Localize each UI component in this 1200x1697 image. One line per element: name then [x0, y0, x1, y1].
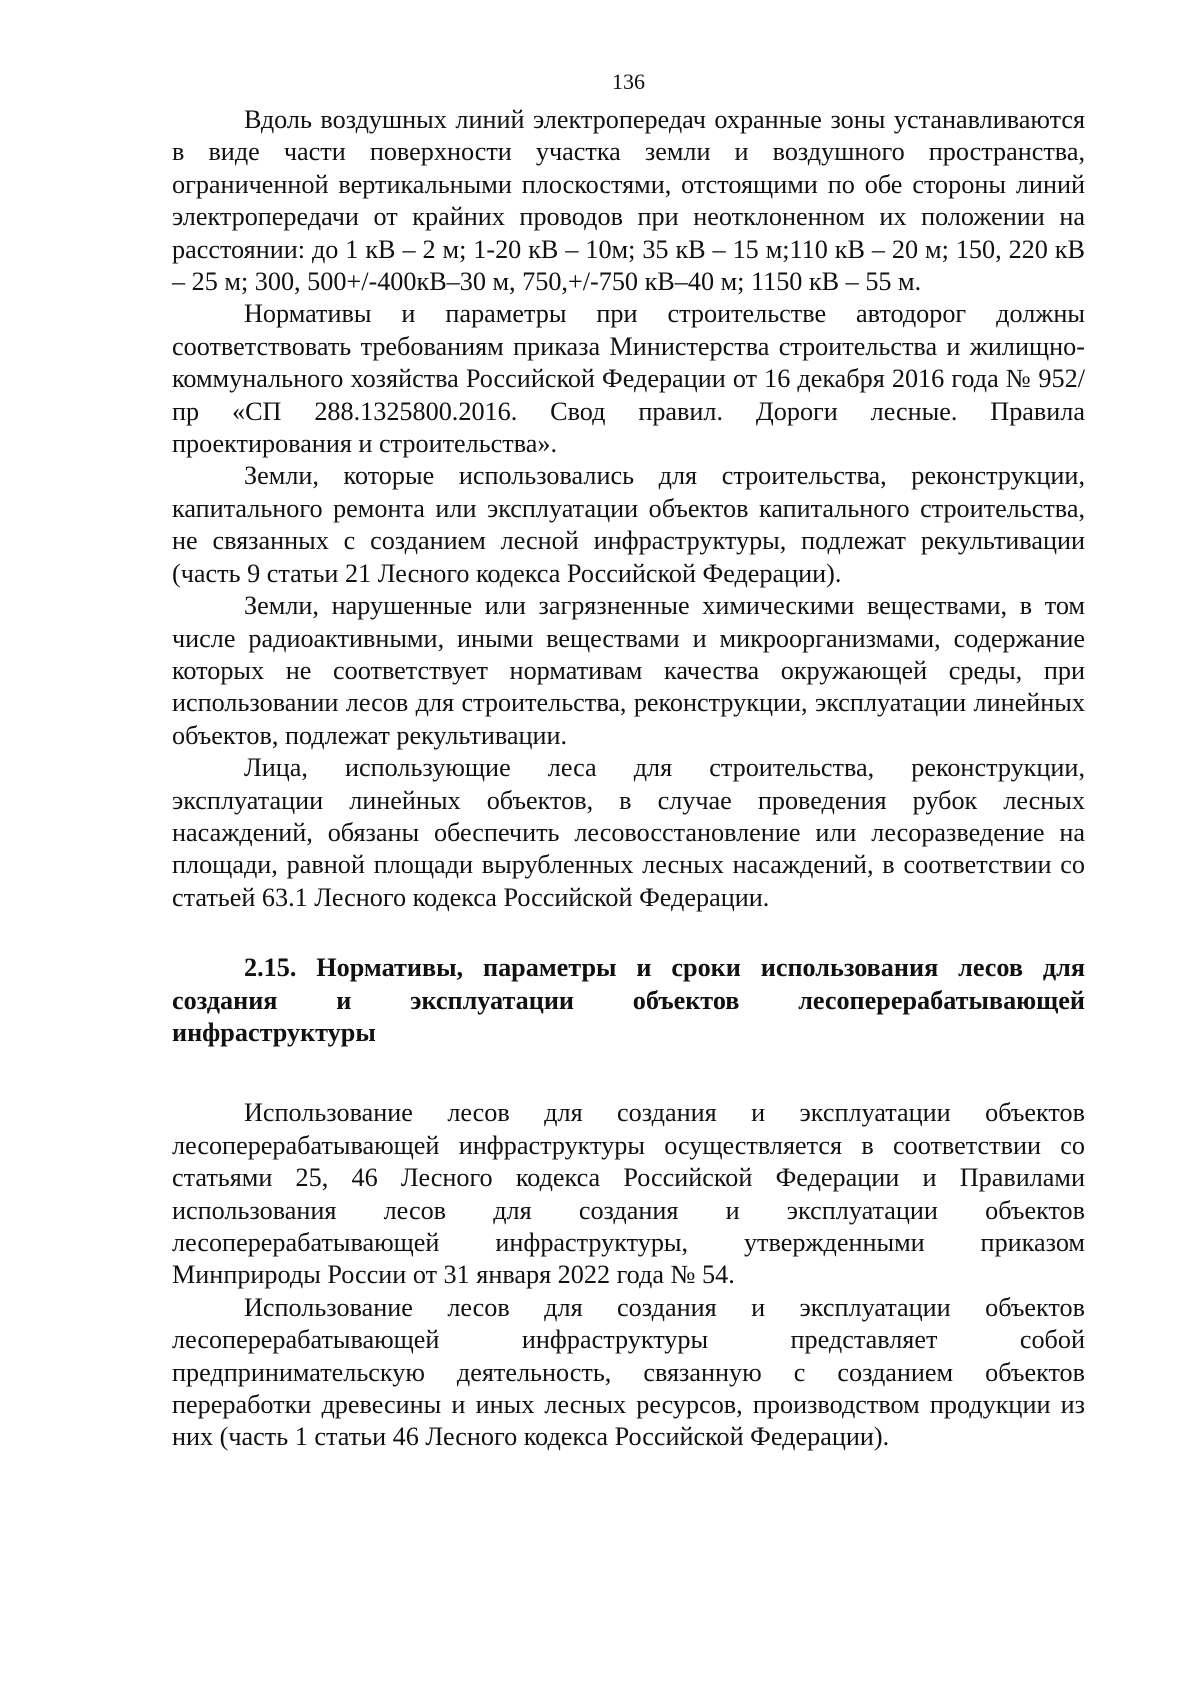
- body-text-before: [172, 104, 1085, 914]
- section-heading: 2.15. Нормативы, параметры и сроки использования лесов для создания и эксплуатации объектов лесоперерабатывающей инфраструктуры: [172, 953, 1085, 1047]
- paragraph-land-reclamation: Земли, которые использовались для строительства, реконструкции, капитального ремонта или эксплуатации объектов капитального строительства, не связанных с созданием лесной инфраструктуры, подлежат рекультивации (часть 9 статьи 21 Лесного кодекса Российской Федерации).: [172, 461, 1085, 588]
- paragraph-reforestation: Лица, использующие леса для строительства, реконструкции, эксплуатации линейных объектов, в случае проведения рубок лесных насаждений, обязаны обеспечить лесовосстановление или лесоразведение на площади, равной площади вырубленных лесных насаждений, в соответствии со статьей 63.1 Лесного кодекса Российской Федерации.: [172, 753, 1085, 912]
- paragraph-forest-roads: Нормативы и параметры при строительстве автодорог должны соответствовать требованиям приказа Министерства строительства и жилищно-коммунального хозяйства Российской Федерации от 16 декабря 2016 года № 952/пр «СП 288.1325800.2016. Свод правил. Дороги лесные. Правила проектирования и строительства».: [172, 299, 1085, 459]
- paragraph-processing-infrastructure: Использование лесов для создания и эксплуатации объектов лесоперерабатывающей инфраструктуры осуществляется в соответствии со статьями 25, 46 Лесного кодекса Российской Федерации и Правилами использования лесов для создания и эксплуатации объектов лесоперерабатывающей инфраструктуры, утвержденными приказом Минприроды России от 31 января 2022 года № 54.: [172, 1098, 1085, 1290]
- page-number: 136: [612, 69, 645, 94]
- paragraph-entrepreneurial-activity: Использование лесов для создания и эксплуатации объектов лесоперерабатывающей инфраструктуры представляет собой предпринимательскую деятельность, связанную с созданием объектов переработки древесины и иных лесных ресурсов, производством продукции из них (часть 1 статьи 46 Лесного кодекса Российской Федерации).: [172, 1292, 1085, 1452]
- body-text-after: [172, 1097, 1085, 1453]
- paragraph-power-lines: Вдоль воздушных линий электропередач охранные зоны устанавливаются в виде части поверхности участка земли и воздушного пространства, ограниченной вертикальными плоскостями, отстоящими по обе стороны линий электропередачи от крайних проводов при неотклоненном их положении на расстоянии: до 1 кВ – 2 м; 1-20 кВ – 10м; 35 кВ – 15 м;110 кВ – 20 м; 150, 220 кВ – 25 м; 300, 500+/-400кВ–30 м, 750,+/-750 кВ–40 м; 1150 кВ – 55 м.: [172, 105, 1085, 297]
- paragraph-contaminated-land: Земли, нарушенные или загрязненные химическими веществами, в том числе радиоактивными, иными веществами и микроорганизмами, содержание которых не соответствует нормативам качества окружающей среды, при использовании лесов для строительства, реконструкции, эксплуатации линейных объектов, подлежат рекультивации.: [172, 591, 1085, 750]
